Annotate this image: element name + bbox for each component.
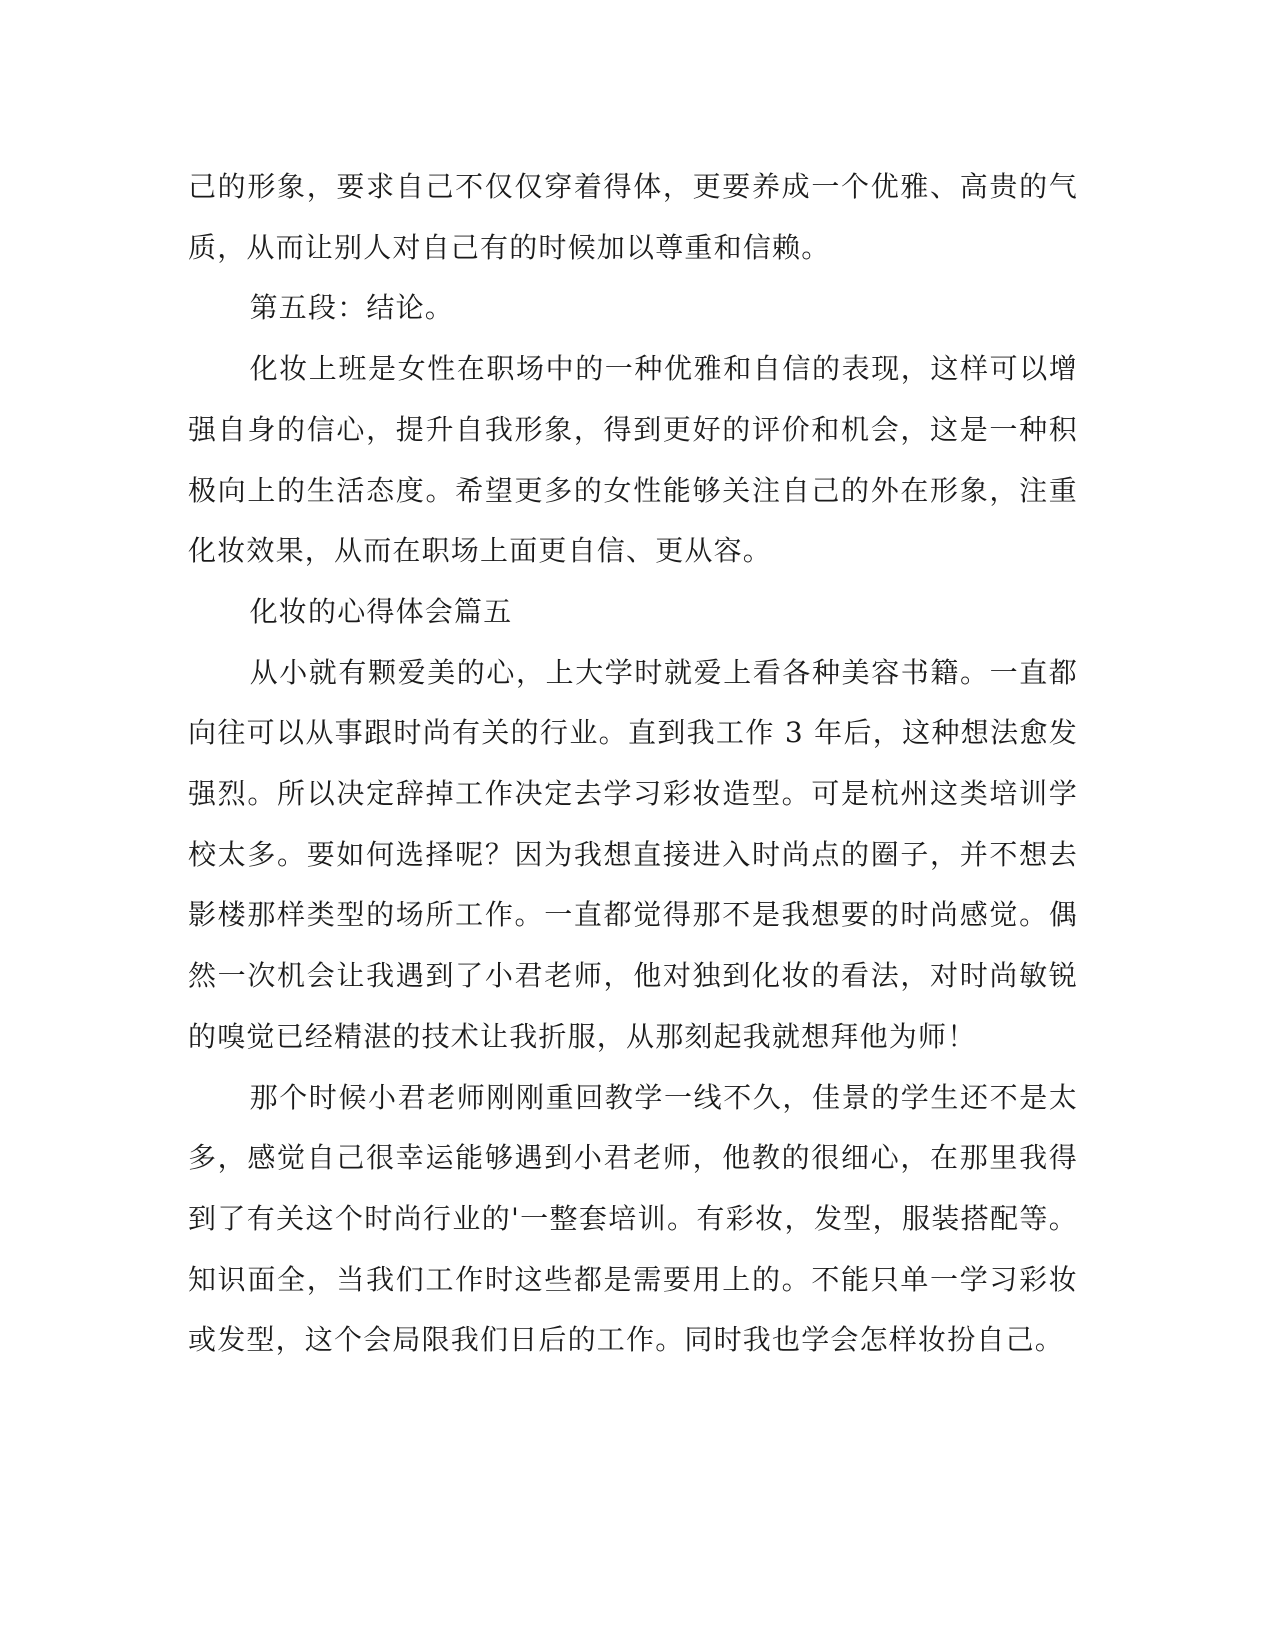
article-title-part-five: 化妆的心得体会篇五 (249, 594, 513, 628)
paragraph-conclusion: 化妆上班是女性在职场中的一种优雅和自信的表现，这样可以增强自身的信心，提升自我形象，得到更好的评价和机会，这是一种积极向上的生活态度。希望更多的女性能够关注自己的外在形象，注重化妆效果，从而在职场上面更自信、更从容。 (188, 352, 1078, 568)
paragraph-continuation: 己的形象，要求自己不仅仅穿着得体，更要养成一个优雅、高贵的气质，从而让别人对自己有的时候加以尊重和信赖。 (188, 170, 1078, 264)
paragraph-teacher: 那个时候小君老师刚刚重回教学一线不久，佳景的学生还不是太多，感觉自己很幸运能够遇到小君老师，他教的很细心，在那里我得到了有关这个时尚行业的'一整套培训。有彩妆，发型，服装搭配等。知识面全，当我们工作时这些都是需要用上的。不能只单一学习彩妆或发型，这个会局限我们日后的工作。同时我也学会怎样妆扮自己。 (188, 1080, 1078, 1357)
document-body (188, 157, 1078, 1371)
paragraph-intro: 从小就有颗爱美的心，上大学时就爱上看各种美容书籍。一直都向往可以从事跟时尚有关的行业。直到我工作 3 年后，这种想法愈发强烈。所以决定辞掉工作决定去学习彩妆造型。可是杭州这类培训学校太多。要如何选择呢？因为我想直接进入时尚点的圈子，并不想去影楼那样类型的场所工作。一直都觉得那不是我想要的时尚感觉。偶然一次机会让我遇到了小君老师，他对独到化妆的看法，对时尚敏锐的嗅觉已经精湛的技术让我折服，从那刻起我就想拜他为师！ (188, 655, 1078, 1053)
section-heading-conclusion: 第五段：结论。 (249, 291, 454, 325)
